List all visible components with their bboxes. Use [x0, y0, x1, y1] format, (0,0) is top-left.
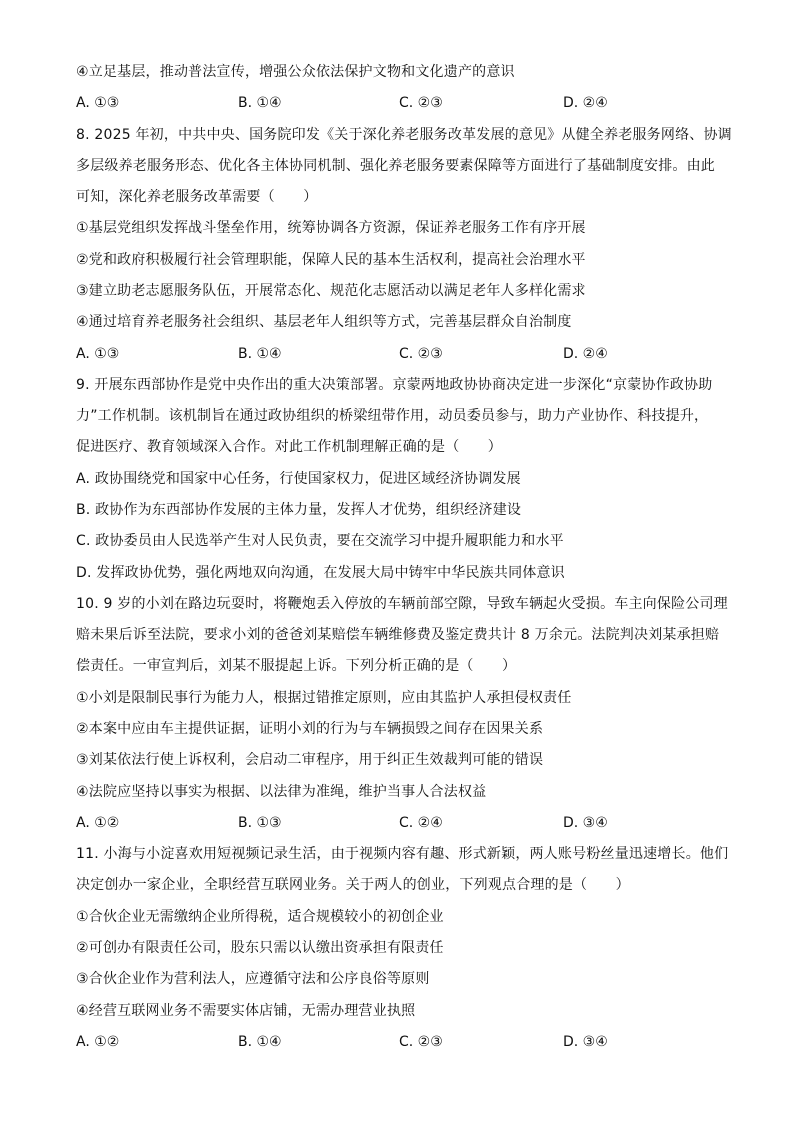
question-8-stem-line-1: 8. 2025 年初，中共中央、国务院印发《关于深化养老服务改革发展的意见》从健全养老服务网络、协调	[76, 127, 732, 143]
question-10-options	[76, 814, 726, 832]
question-10-item-4: ④法院应坚持以事实为根据、以法律为准绳，维护当事人合法权益	[76, 784, 487, 800]
question-8-item-1: ①基层党组织发挥战斗堡垒作用，统筹协调各方资源，保证养老服务工作有序开展	[76, 220, 586, 236]
question-8-item-3: ③建立助老志愿服务队伍，开展常态化、规范化志愿活动以满足老年人多样化需求	[76, 283, 586, 299]
option-a: A. ①②	[76, 815, 120, 831]
option-a: A. ①③	[76, 95, 120, 111]
question-9-stem-line-2: 力”工作机制。该机制旨在通过政协组织的桥梁纽带作用，动员委员参与，助力产业协作、科技提升，	[76, 408, 709, 424]
question-10-item-1: ①小刘是限制民事行为能力人，根据过错推定原则，应由其监护人承担侵权责任	[76, 690, 572, 706]
question-11-stem-line-1: 11. 小海与小淀喜欢用短视频记录生活，由于视频内容有趣、形式新颖，两人账号粉丝量迅速增长。他们	[76, 846, 729, 862]
question-11-item-4: ④经营互联网业务不需要实体店铺，无需办理营业执照	[76, 1003, 416, 1019]
option-b: B. ①③	[238, 815, 282, 831]
question-9-choice-a: A. 政协围绕党和国家中心任务，行使国家权力，促进区域经济协调发展	[76, 471, 521, 487]
question-9-choice-d: D. 发挥政协优势，强化两地双向沟通，在发展大局中铸牢中华民族共同体意识	[76, 565, 565, 581]
option-d: D. ③④	[563, 815, 608, 831]
question-11-item-1: ①合伙企业无需缴纳企业所得税，适合规模较小的初创企业	[76, 909, 444, 925]
option-c: C. ②④	[399, 815, 443, 831]
question-11-stem-line-2: 决定创办一家企业，全职经营互联网业务。关于两人的创业，下列观点合理的是（ ）	[76, 877, 630, 893]
option-a: A. ①②	[76, 1034, 120, 1050]
question-8-stem-line-2: 多层级养老服务形态、优化各主体协同机制、强化养老服务要素保障等方面进行了基础制度安排。由此	[76, 158, 715, 174]
question-8-item-4: ④通过培育养老服务社会组织、基层老年人组织等方式，完善基层群众自治制度	[76, 314, 572, 330]
question-9-choice-b: B. 政协作为东西部协作发展的主体力量，发挥人才优势，组织经济建设	[76, 502, 522, 518]
question-9-stem-line-1: 9. 开展东西部协作是党中央作出的重大决策部署。京蒙两地政协协商决定进一步深化“京蒙协作政协助	[76, 377, 713, 393]
option-d: D. ②④	[563, 95, 608, 111]
question-11-item-3: ③合伙企业作为营利法人，应遵循守法和公序良俗等原则	[76, 971, 430, 987]
question-10-stem-line-1: 10. 9 岁的小刘在路边玩耍时，将鞭炮丢入停放的车辆前部空隙，导致车辆起火受损。车主向保险公司理	[76, 596, 728, 612]
question-8-stem-line-3: 可知，深化养老服务改革需要（ ）	[76, 189, 318, 205]
option-b: B. ①④	[238, 1034, 282, 1050]
question-8-item-2: ②党和政府积极履行社会管理职能，保障人民的基本生活权利，提高社会治理水平	[76, 252, 586, 268]
option-a: A. ①③	[76, 346, 120, 362]
question-11-options	[76, 1033, 726, 1051]
question-9-choice-c: C. 政协委员由人民选举产生对人民负责，要在交流学习中提升履职能力和水平	[76, 533, 564, 549]
question-10-item-3: ③刘某依法行使上诉权利，会启动二审程序，用于纠正生效裁判可能的错误	[76, 752, 544, 768]
question-11-item-2: ②可创办有限责任公司，股东只需以认缴出资承担有限责任	[76, 940, 444, 956]
option-d: D. ②④	[563, 346, 608, 362]
option-c: C. ②③	[399, 95, 443, 111]
question-9-stem-line-3: 促进医疗、教育领域深入合作。对此工作机制理解正确的是（ ）	[76, 439, 502, 455]
question-8-options	[76, 345, 726, 363]
question-7-item-4: ④立足基层，推动普法宣传，增强公众依法保护文物和文化遗产的意识	[76, 64, 515, 80]
option-c: C. ②③	[399, 1034, 443, 1050]
option-c: C. ②③	[399, 346, 443, 362]
question-10-stem-line-3: 偿责任。一审宣判后，刘某不服提起上诉。下列分析正确的是（ ）	[76, 658, 517, 674]
option-b: B. ①④	[238, 95, 282, 111]
option-d: D. ③④	[563, 1034, 608, 1050]
question-10-stem-line-2: 赔未果后诉至法院，要求小刘的爸爸刘某赔偿车辆维修费及鉴定费共计 8 万余元。法院判决刘某承担赔	[76, 627, 720, 643]
option-b: B. ①④	[238, 346, 282, 362]
question-10-item-2: ②本案中应由车主提供证据，证明小刘的行为与车辆损毁之间存在因果关系	[76, 721, 544, 737]
question-7-options	[76, 94, 726, 112]
